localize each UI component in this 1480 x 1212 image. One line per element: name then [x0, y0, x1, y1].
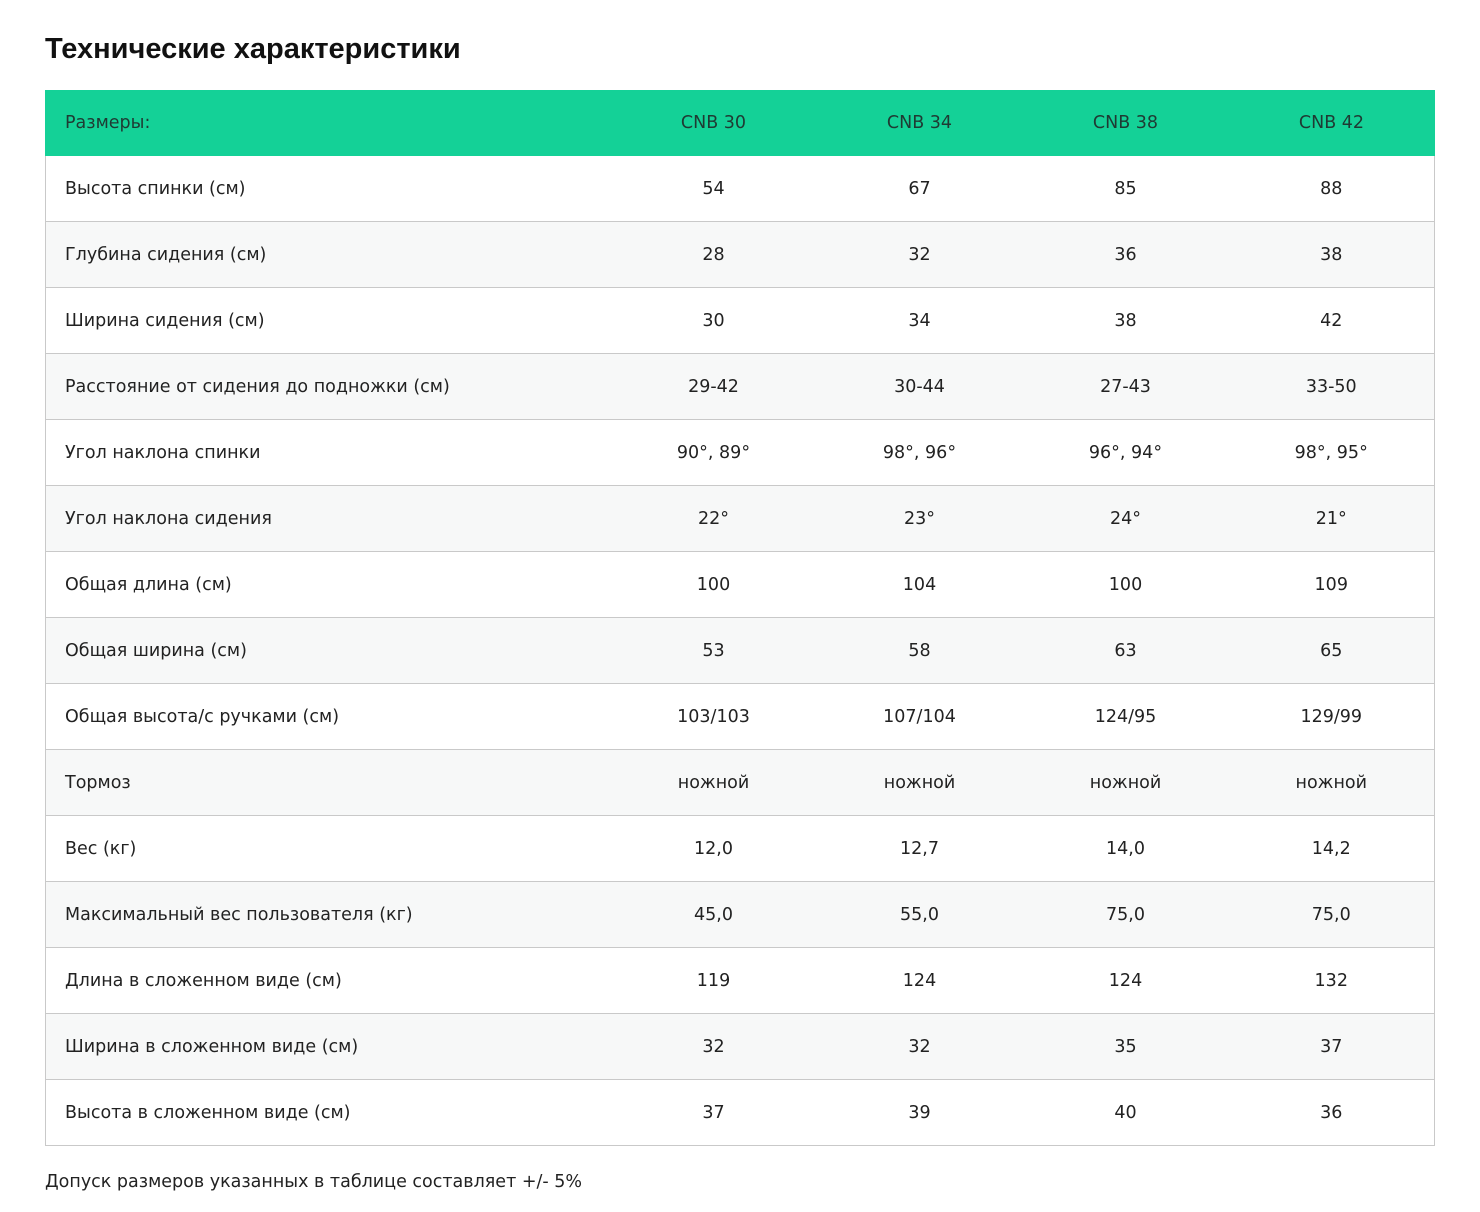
cell-value: ножной: [817, 750, 1023, 816]
table-row: [46, 288, 1435, 354]
row-label: Угол наклона сидения: [46, 486, 611, 552]
cell-value: 132: [1229, 948, 1435, 1014]
cell-value: 14,0: [1023, 816, 1229, 882]
cell-value: 85: [1023, 156, 1229, 222]
cell-value: 109: [1229, 552, 1435, 618]
table-row: [46, 1080, 1435, 1146]
cell-value: 96°, 94°: [1023, 420, 1229, 486]
table-row: [46, 222, 1435, 288]
cell-value: 24°: [1023, 486, 1229, 552]
cell-value: 63: [1023, 618, 1229, 684]
table-row: [46, 486, 1435, 552]
tolerance-note: Допуск размеров указанных в таблице составляет +/- 5%: [45, 1172, 583, 1192]
cell-value: 34: [817, 288, 1023, 354]
table-body: [46, 156, 1435, 1146]
table-row: [46, 156, 1435, 222]
column-header: CNB 42: [1229, 90, 1435, 156]
cell-value: ножной: [1023, 750, 1229, 816]
cell-value: 45,0: [611, 882, 817, 948]
cell-value: 65: [1229, 618, 1435, 684]
cell-value: 32: [817, 222, 1023, 288]
column-header: CNB 34: [817, 90, 1023, 156]
cell-value: 58: [817, 618, 1023, 684]
table-row: [46, 816, 1435, 882]
cell-value: 98°, 95°: [1229, 420, 1435, 486]
cell-value: 35: [1023, 1014, 1229, 1080]
table-row: [46, 1014, 1435, 1080]
row-label: Расстояние от сидения до подножки (см): [46, 354, 611, 420]
row-label: Общая ширина (см): [46, 618, 611, 684]
row-label: Глубина сидения (см): [46, 222, 611, 288]
cell-value: 103/103: [611, 684, 817, 750]
page-title: Технические характеристики: [45, 33, 461, 65]
cell-value: 12,7: [817, 816, 1023, 882]
row-label: Ширина сидения (см): [46, 288, 611, 354]
cell-value: 39: [817, 1080, 1023, 1146]
cell-value: 38: [1229, 222, 1435, 288]
table-row: [46, 882, 1435, 948]
row-label: Ширина в сложенном виде (см): [46, 1014, 611, 1080]
specs-table: [45, 90, 1435, 1146]
cell-value: 14,2: [1229, 816, 1435, 882]
cell-value: 100: [611, 552, 817, 618]
table-row: [46, 750, 1435, 816]
cell-value: 42: [1229, 288, 1435, 354]
cell-value: 21°: [1229, 486, 1435, 552]
table-row: [46, 552, 1435, 618]
table-header-row: [46, 90, 1435, 156]
header-label: Размеры:: [46, 90, 611, 156]
column-header: CNB 38: [1023, 90, 1229, 156]
cell-value: 124/95: [1023, 684, 1229, 750]
cell-value: ножной: [1229, 750, 1435, 816]
cell-value: 23°: [817, 486, 1023, 552]
row-label: Высота в сложенном виде (см): [46, 1080, 611, 1146]
table-row: [46, 684, 1435, 750]
cell-value: 29-42: [611, 354, 817, 420]
cell-value: 27-43: [1023, 354, 1229, 420]
table-row: [46, 420, 1435, 486]
row-label: Длина в сложенном виде (см): [46, 948, 611, 1014]
cell-value: 32: [611, 1014, 817, 1080]
cell-value: 129/99: [1229, 684, 1435, 750]
cell-value: 119: [611, 948, 817, 1014]
cell-value: 36: [1023, 222, 1229, 288]
cell-value: 22°: [611, 486, 817, 552]
table-row: [46, 948, 1435, 1014]
cell-value: 104: [817, 552, 1023, 618]
cell-value: 30-44: [817, 354, 1023, 420]
cell-value: 37: [1229, 1014, 1435, 1080]
row-label: Вес (кг): [46, 816, 611, 882]
cell-value: 54: [611, 156, 817, 222]
cell-value: 124: [1023, 948, 1229, 1014]
row-label: Угол наклона спинки: [46, 420, 611, 486]
cell-value: 28: [611, 222, 817, 288]
cell-value: 88: [1229, 156, 1435, 222]
cell-value: ножной: [611, 750, 817, 816]
cell-value: 67: [817, 156, 1023, 222]
table-row: [46, 618, 1435, 684]
cell-value: 30: [611, 288, 817, 354]
row-label: Максимальный вес пользователя (кг): [46, 882, 611, 948]
cell-value: 98°, 96°: [817, 420, 1023, 486]
cell-value: 32: [817, 1014, 1023, 1080]
cell-value: 75,0: [1229, 882, 1435, 948]
cell-value: 33-50: [1229, 354, 1435, 420]
cell-value: 107/104: [817, 684, 1023, 750]
cell-value: 36: [1229, 1080, 1435, 1146]
table-row: [46, 354, 1435, 420]
row-label: Тормоз: [46, 750, 611, 816]
cell-value: 100: [1023, 552, 1229, 618]
cell-value: 53: [611, 618, 817, 684]
cell-value: 75,0: [1023, 882, 1229, 948]
cell-value: 12,0: [611, 816, 817, 882]
cell-value: 37: [611, 1080, 817, 1146]
cell-value: 55,0: [817, 882, 1023, 948]
row-label: Общая длина (см): [46, 552, 611, 618]
row-label: Высота спинки (см): [46, 156, 611, 222]
cell-value: 90°, 89°: [611, 420, 817, 486]
cell-value: 124: [817, 948, 1023, 1014]
cell-value: 40: [1023, 1080, 1229, 1146]
cell-value: 38: [1023, 288, 1229, 354]
row-label: Общая высота/с ручками (см): [46, 684, 611, 750]
column-header: CNB 30: [611, 90, 817, 156]
